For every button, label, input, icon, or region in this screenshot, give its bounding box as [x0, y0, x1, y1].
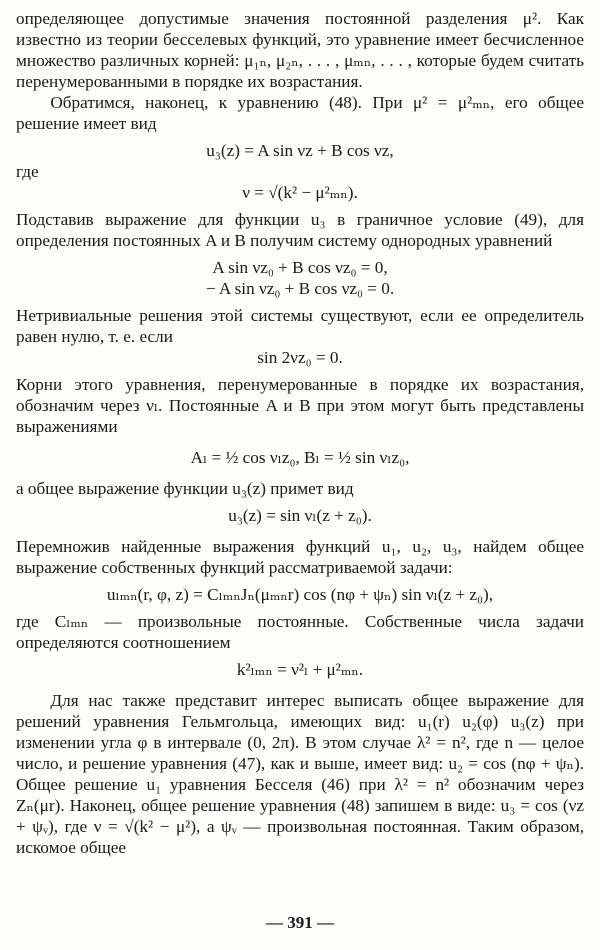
- paragraph: Для нас также представит интерес выписать общее выражение для решений уравнения Гельмгольца, имеющих вид: u₁(r) u₂(φ) u₃(z) при изменении угла φ в интервале (0, 2π). В этом случае λ² = n², где n — целое число, и решение уравнения (47), как и выше, имеет вид: u₂ = cos (nφ + ψₙ). Общее решение u₁ уравнения Бесселя (46) при λ² = n² обозначим через Zₙ(μr). Наконец, общее решение уравнения (48) запишем в виде: u₃ = cos (νz + ψᵥ), где ν = √(k² − μ²), а ψᵥ — произвольная постоянная. Таким образом, искомое общее: [16, 691, 584, 857]
- equation: uₗₘₙ(r, φ, z) = CₗₘₙJₙ(μₘₙr) cos (nφ + ψₙ) sin νₗ(z + z₀),: [106, 585, 494, 604]
- equation: sin 2νz₀ = 0.: [257, 348, 343, 367]
- paragraph: а общее выражение функции u₃(z) примет вид: [16, 479, 354, 498]
- equation: A sin νz₀ + B cos νz₀ = 0,: [212, 258, 388, 277]
- equation: u₃(z) = sin νₗ(z + z₀).: [228, 506, 372, 525]
- paragraph: Нетривиальные решения этой системы существуют, если ее определитель равен нулю, т. е. если: [16, 306, 584, 346]
- page-number: — 391 —: [266, 913, 334, 932]
- equation: − A sin νz₀ + B cos νz₀ = 0.: [205, 279, 395, 298]
- paragraph: где: [16, 162, 39, 181]
- equation: ν = √(k² − μ²ₘₙ).: [242, 183, 358, 202]
- paragraph: Подставив выражение для функции u₃ в граничное условие (49), для определения постоянных A и B получим систему однородных уравнений: [16, 210, 584, 250]
- paragraph: определяющее допустимые значения постоянной разделения μ². Как известно из теории бесселевых функций, это уравнение имеет бесчисленное множество различных корней: μ₁ₙ, μ₂ₙ, . . . , μₘₙ, . . . , которые будем считать перенумерованными в порядке их возрастания.: [16, 9, 584, 91]
- paragraph: Обратимся, наконец, к уравнению (48). При μ² = μ²ₘₙ, его общее решение имеет вид: [16, 93, 584, 133]
- equation: u₃(z) = A sin νz + B cos νz,: [206, 141, 394, 160]
- paragraph: Корни этого уравнения, перенумерованные в порядке их возрастания, обозначим через νₗ. Постоянные A и B при этом могут быть представлены выражениями: [16, 375, 584, 436]
- equation: k²ₗₘₙ = ν²ₗ + μ²ₘₙ.: [236, 660, 364, 679]
- paragraph: Перемножив найденные выражения функций u₁, u₂, u₃, найдем общее выражение собственных функций рассматриваемой задачи:: [16, 537, 584, 577]
- equation: Aₗ = ½ cos νₗz₀, Bₗ = ½ sin νₗz₀,: [190, 448, 410, 467]
- page-body: [16, 8, 584, 858]
- paragraph: где Cₗₘₙ — произвольные постоянные. Собственные числа задачи определяются соотношением: [16, 612, 584, 652]
